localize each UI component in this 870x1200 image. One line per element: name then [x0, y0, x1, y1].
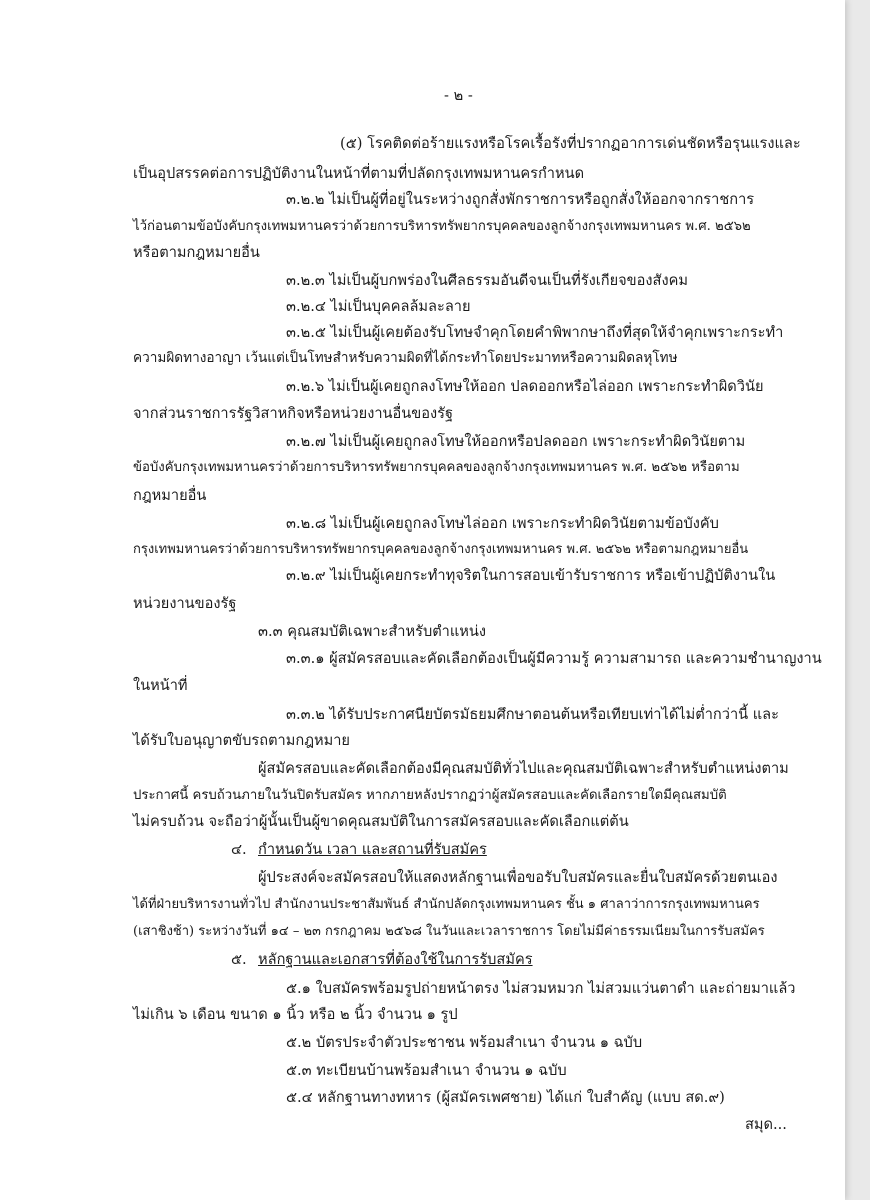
text-line: ผู้สมัครสอบและคัดเลือกต้องมีคุณสมบัติทั่วไปและคุณสมบัติเฉพาะสำหรับตำแหน่งตาม [258, 760, 789, 777]
text-line: ๓.๒.๓ ไม่เป็นผู้บกพร่องในศีลธรรมอันดีจนเป็นที่รังเกียจของสังคม [286, 272, 688, 289]
text-line: ๕.๓ ทะเบียนบ้านพร้อมสำเนา จำนวน ๑ ฉบับ [286, 1062, 567, 1079]
text-line: ๓.๒.๕ ไม่เป็นผู้เคยต้องรับโทษจำคุกโดยคำพิพากษาถึงที่สุดให้จำคุกเพราะกระทำ [286, 324, 784, 341]
text-line: ๓.๒.๔ ไม่เป็นบุคคลล้มละลาย [286, 298, 471, 315]
text-line: (เสาชิงช้า) ระหว่างวันที่ ๑๔ – ๒๓ กรกฎาคม ๒๕๖๘ ในวันและเวลาราชการ โดยไม่มีค่าธรรมเนียมในการรับสมัคร [133, 924, 765, 939]
text-line: ๕.๑ ใบสมัครพร้อมรูปถ่ายหน้าตรง ไม่สวมหมวก ไม่สวมแว่นตาดำ และถ่ายมาแล้ว [286, 980, 796, 997]
text-line: ๓.๓.๑ ผู้สมัครสอบและคัดเลือกต้องเป็นผู้มีความรู้ ความสามารถ และความชำนาญงาน [286, 650, 822, 667]
text-line: ประกาศนี้ ครบถ้วนภายในวันปิดรับสมัคร หากภายหลังปรากฏว่าผู้สมัครสอบและคัดเลือกรายใดมีคุณสมบัติ [133, 788, 727, 803]
text-line: ได้ที่ฝ่ายบริหารงานทั่วไป สำนักงานประชาสัมพันธ์ สำนักปลัดกรุงเทพมหานคร ชั้น ๑ ศาลาว่าการกรุงเทพมหานคร [133, 897, 760, 912]
text-line: ๓.๓.๒ ได้รับประกาศนียบัตรมัธยมศึกษาตอนต้นหรือเทียบเท่าได้ไม่ต่ำกว่านี้ และ [286, 706, 779, 723]
text-line: ๓.๒.๙ ไม่เป็นผู้เคยกระทำทุจริตในการสอบเข้ารับราชการ หรือเข้าปฏิบัติงานใน [286, 567, 776, 584]
text-line: ๕.๒ บัตรประจำตัวประชาชน พร้อมสำเนา จำนวน ๑ ฉบับ [286, 1034, 643, 1051]
text-line: ๓.๒.๖ ไม่เป็นผู้เคยถูกลงโทษให้ออก ปลดออกหรือไล่ออก เพราะกระทำผิดวินัย [286, 378, 764, 395]
text-line: ความผิดทางอาญา เว้นแต่เป็นโทษสำหรับความผิดที่ได้กระทำโดยประมาทหรือความผิดลหุโทษ [133, 350, 678, 366]
text-line: (๕) โรคติดต่อร้ายแรงหรือโรคเรื้อรังที่ปรากฏอาการเด่นชัดหรือรุนแรงและ [340, 135, 801, 152]
text-line: ๓.๒.๗ ไม่เป็นผู้เคยถูกลงโทษให้ออกหรือปลดออก เพราะกระทำผิดวินัยตาม [286, 433, 746, 450]
text-line: ในหน้าที่ [133, 677, 188, 694]
section-number: ๕. [231, 951, 247, 968]
text-line: ผู้ประสงค์จะสมัครสอบให้แสดงหลักฐานเพื่อขอรับใบสมัครและยื่นใบสมัครด้วยตนเอง [258, 869, 778, 886]
section-heading: หลักฐานและเอกสารที่ต้องใช้ในการรับสมัคร [258, 951, 533, 968]
text-line: ข้อบังคับกรุงเทพมหานครว่าด้วยการบริหารทรัพยากรบุคคลของลูกจ้างกรุงเทพมหานคร พ.ศ. ๒๕๖๒ หรือตาม [133, 460, 740, 475]
section-heading: กำหนดวัน เวลา และสถานที่รับสมัคร [258, 841, 487, 858]
text-line: หน่วยงานของรัฐ [133, 595, 237, 612]
text-line: ๕.๔ หลักฐานทางทหาร (ผู้สมัครเพศชาย) ได้แก่ ใบสำคัญ (แบบ สด.๙) [286, 1089, 725, 1106]
text-line: กฎหมายอื่น [133, 487, 207, 504]
text-line: เป็นอุปสรรคต่อการปฏิบัติงานในหน้าที่ตามที่ปลัดกรุงเทพมหานครกำหนด [133, 165, 585, 182]
text-line: ได้รับใบอนุญาตขับรถตามกฎหมาย [133, 732, 350, 749]
page-number: - ๒ - [444, 87, 473, 104]
section-number: ๔. [231, 841, 247, 858]
continuation-marker: สมุด... [745, 1116, 787, 1133]
text-line: กรุงเทพมหานครว่าด้วยการบริหารทรัพยากรบุคคลของลูกจ้างกรุงเทพมหานคร พ.ศ. ๒๕๖๒ หรือตามกฎหมายอื่น [133, 542, 749, 557]
text-line: ๓.๒.๒ ไม่เป็นผู้ที่อยู่ในระหว่างถูกสั่งพักราชการหรือถูกสั่งให้ออกจากราชการ [286, 191, 755, 208]
text-line: ๓.๒.๘ ไม่เป็นผู้เคยถูกลงโทษไล่ออก เพราะกระทำผิดวินัยตามข้อบังคับ [286, 515, 719, 532]
text-line: ไว้ก่อนตามข้อบังคับกรุงเทพมหานครว่าด้วยการบริหารทรัพยากรบุคคลของลูกจ้างกรุงเทพมหานคร พ.ศ. ๒๕๖๒ [133, 219, 751, 234]
text-line: ไม่ครบถ้วน จะถือว่าผู้นั้นเป็นผู้ขาดคุณสมบัติในการสมัครสอบและคัดเลือกแต่ต้น [133, 813, 629, 830]
text-line: หรือตามกฎหมายอื่น [133, 244, 260, 261]
text-line: ไม่เกิน ๖ เดือน ขนาด ๑ นิ้ว หรือ ๒ นิ้ว จำนวน ๑ รูป [133, 1006, 458, 1023]
text-line: จากส่วนราชการรัฐวิสาหกิจหรือหน่วยงานอื่นของรัฐ [133, 405, 454, 422]
text-line: ๓.๓ คุณสมบัติเฉพาะสำหรับตำแหน่ง [258, 623, 487, 640]
